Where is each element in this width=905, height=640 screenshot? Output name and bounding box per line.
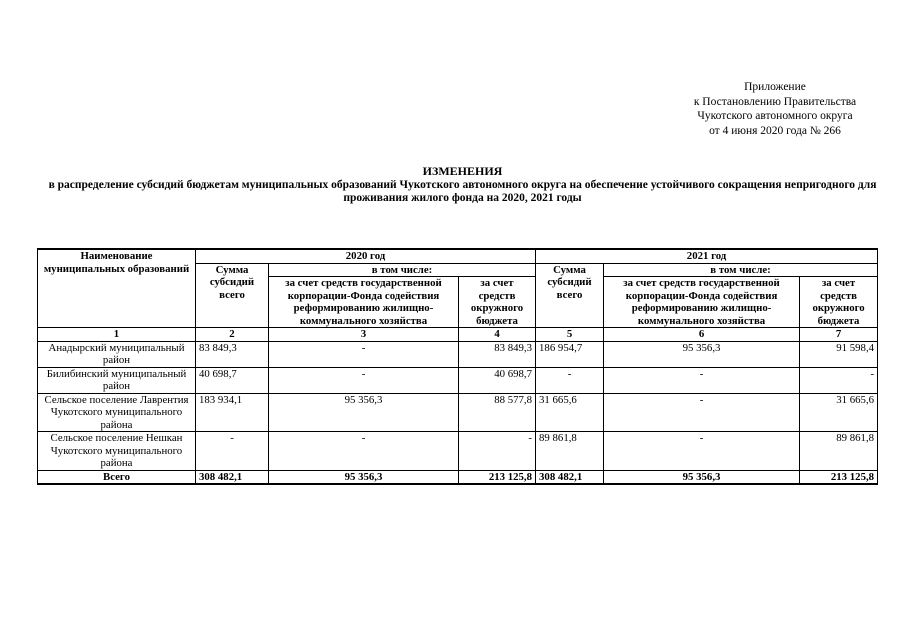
cell-value: - xyxy=(536,367,604,393)
cell-value: 89 861,8 xyxy=(536,432,604,471)
table-row xyxy=(38,367,878,393)
header-fund-2020: за счет средств государственной корпорации-Фонда содействия реформированию жилищно-коммунального хозяйства xyxy=(269,277,459,328)
column-index: 2 xyxy=(196,328,269,342)
header-name: Наименование муниципальных образований xyxy=(38,249,196,328)
row-name: Билибинский муниципальный район xyxy=(38,367,196,393)
cell-value: 31 665,6 xyxy=(536,393,604,432)
header-incl-2020: в том числе: xyxy=(269,263,536,277)
row-name: Сельское поселение Лаврентия Чукотского муниципального района xyxy=(38,393,196,432)
column-index: 4 xyxy=(459,328,536,342)
table-row xyxy=(38,393,878,432)
cell-value: 83 849,3 xyxy=(196,341,269,367)
cell-value: 183 934,1 xyxy=(196,393,269,432)
cell-value: - xyxy=(196,432,269,471)
appendix-line-1: Приложение xyxy=(744,81,806,93)
total-value: 95 356,3 xyxy=(269,470,459,484)
total-row xyxy=(38,470,878,484)
subsidy-table xyxy=(37,248,878,485)
header-total-2021: Сумма субсидий всего xyxy=(536,263,604,328)
cell-value: 186 954,7 xyxy=(536,341,604,367)
document-heading xyxy=(40,165,885,206)
cell-value: 31 665,6 xyxy=(800,393,878,432)
total-label: Всего xyxy=(38,470,196,484)
appendix-line-4: от 4 июня 2020 года № 266 xyxy=(709,124,841,137)
cell-value: - xyxy=(604,393,800,432)
total-value: 308 482,1 xyxy=(196,470,269,484)
cell-value: 95 356,3 xyxy=(604,341,800,367)
column-index: 1 xyxy=(38,328,196,342)
header-incl-2021: в том числе: xyxy=(604,263,878,277)
cell-value: - xyxy=(269,432,459,471)
table-row xyxy=(38,432,878,471)
header-year-2021: 2021 год xyxy=(536,249,878,263)
row-name: Анадырский муниципальный район xyxy=(38,341,196,367)
cell-value: - xyxy=(604,367,800,393)
cell-value: 95 356,3 xyxy=(269,393,459,432)
total-value: 213 125,8 xyxy=(459,470,536,484)
header-year-2020: 2020 год xyxy=(196,249,536,263)
cell-value: 88 577,8 xyxy=(459,393,536,432)
header-total-2020: Сумма субсидий всего xyxy=(196,263,269,328)
document-subtitle: в распределение субсидий бюджетам муниципальных образований Чукотского автономного округа на обеспечение устойчивого сокращения непригодного для проживания жилого фонда на 2020, 2021 годы xyxy=(48,178,877,204)
cell-value: 91 598,4 xyxy=(800,341,878,367)
column-index: 7 xyxy=(800,328,878,342)
header-fund-2021: за счет средств государственной корпорации-Фонда содействия реформированию жилищно-коммунального хозяйства xyxy=(604,277,800,328)
cell-value: - xyxy=(269,367,459,393)
table-row xyxy=(38,341,878,367)
appendix-line-3: Чукотского автономного округа xyxy=(697,110,853,122)
document-title: ИЗМЕНЕНИЯ xyxy=(422,164,503,178)
cell-value: 40 698,7 xyxy=(196,367,269,393)
total-value: 95 356,3 xyxy=(604,470,800,484)
column-index: 3 xyxy=(269,328,459,342)
cell-value: 83 849,3 xyxy=(459,341,536,367)
total-value: 213 125,8 xyxy=(800,470,878,484)
cell-value: - xyxy=(269,341,459,367)
cell-value: - xyxy=(604,432,800,471)
total-value: 308 482,1 xyxy=(536,470,604,484)
cell-value: - xyxy=(800,367,878,393)
cell-value: - xyxy=(459,432,536,471)
appendix-block xyxy=(655,80,895,138)
column-index: 5 xyxy=(536,328,604,342)
header-okrug-2021: за счет средств окружного бюджета xyxy=(800,277,878,328)
cell-value: 40 698,7 xyxy=(459,367,536,393)
appendix-line-2: к Постановлению Правительства xyxy=(693,95,857,108)
row-name: Сельское поселение Нешкан Чукотского муниципального района xyxy=(38,432,196,471)
header-okrug-2020: за счет средств окружного бюджета xyxy=(459,277,536,328)
column-index-row xyxy=(38,328,878,342)
cell-value: 89 861,8 xyxy=(800,432,878,471)
column-index: 6 xyxy=(604,328,800,342)
